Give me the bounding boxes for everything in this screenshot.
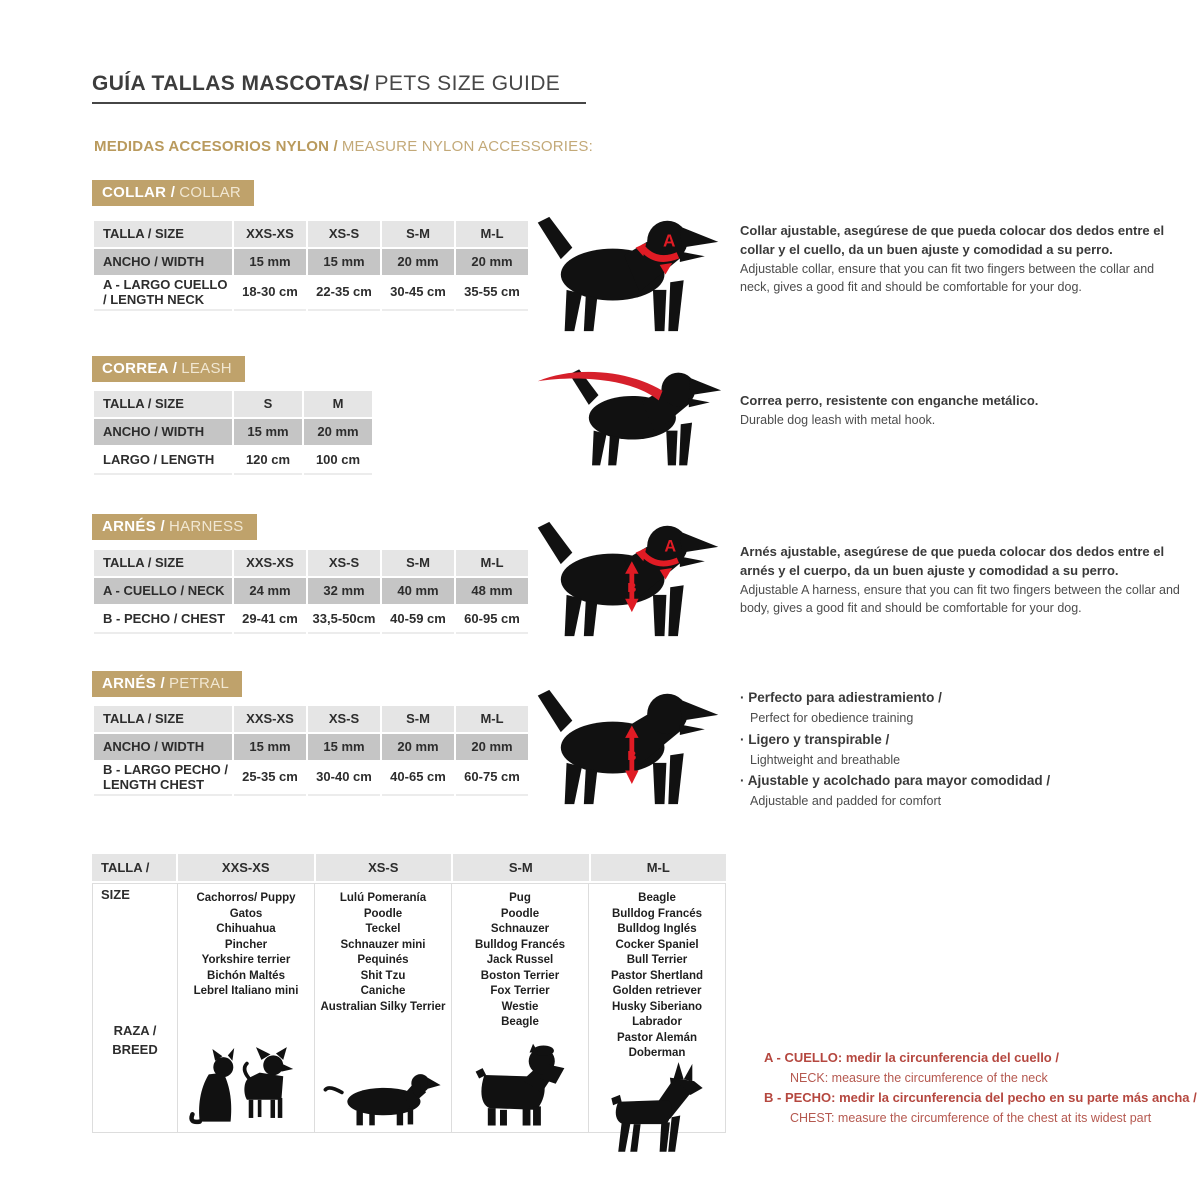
- harness-dog-illustration: [532, 520, 724, 640]
- size-table-cell: 20 mm: [382, 249, 454, 275]
- leash-size-table: [92, 389, 374, 477]
- size-table-header-cell: M-L: [456, 221, 528, 247]
- collar-marker-a: A: [663, 230, 676, 251]
- breed-item: Fox Terrier: [490, 985, 550, 997]
- breed-item: Pastor Shertland: [610, 969, 704, 982]
- breed-item: Golden retriever: [612, 985, 702, 997]
- harness-description: [740, 543, 1185, 618]
- breed-list-xxs-xs: [194, 891, 299, 1000]
- dachshund-icon: [323, 1065, 443, 1132]
- dog-leash-icon: [532, 362, 724, 482]
- size-table-header-cell: TALLA / SIZE: [94, 221, 232, 247]
- size-table-row-label: B - PECHO / CHEST: [94, 606, 232, 634]
- doberman-icon: [601, 1062, 713, 1160]
- breed-row-label: [112, 1021, 158, 1060]
- petral-size-table: [92, 704, 530, 798]
- breed-item: Westie: [501, 1000, 539, 1013]
- text-en: Adjustable and padded for comfort: [750, 794, 942, 809]
- leash-desc-es: Correa perro, resistente con enganche metálico.: [740, 393, 1039, 408]
- breed-item: Bull Terrier: [626, 954, 688, 966]
- breed-item: Beagle: [501, 1016, 539, 1028]
- leash-dog-illustration: [532, 362, 724, 482]
- breed-item: Pequinés: [357, 954, 409, 966]
- dog-harness-icon: [532, 520, 724, 640]
- breed-item: Doberman: [628, 1047, 686, 1059]
- breed-item: Cachorros/ Puppy: [196, 892, 296, 904]
- leash-description: [740, 392, 1185, 430]
- collar-desc-en: Adjustable collar, ensure that you can fit two fingers between the collar and neck, gives a good fit and should be comfortable for your dog.: [740, 261, 1155, 295]
- breed-header-size: TALLA / SIZE: [92, 854, 176, 881]
- harness-marker-a: A: [664, 537, 677, 556]
- breed-item: Labrador: [632, 1016, 682, 1028]
- raza-line: RAZA /: [113, 1022, 157, 1038]
- size-table-cell: 100 cm: [304, 447, 372, 475]
- breed-item: Shit Tzu: [360, 969, 406, 982]
- breed-list-xs-s: [320, 891, 445, 1015]
- petral-section-badge: [92, 671, 242, 697]
- breed-item: Chihuahua: [216, 923, 276, 935]
- breed-item: Lebrel Italiano mini: [193, 985, 299, 997]
- size-table: [92, 389, 374, 477]
- page-title: [92, 72, 586, 104]
- size-table-cell: 60-75 cm: [456, 762, 528, 796]
- text-pair: [740, 730, 1185, 770]
- harness-size-table: [92, 548, 530, 636]
- breed-item: Gatos: [229, 907, 263, 920]
- breed-header-xs-s: XS-S: [316, 854, 452, 881]
- size-table: [92, 704, 530, 798]
- size-table: [92, 548, 530, 636]
- size-table-row-label: B - LARGO PECHO / LENGTH CHEST: [94, 762, 232, 796]
- size-table-cell: 48 mm: [456, 578, 528, 604]
- breed-item: Boston Terrier: [480, 969, 560, 982]
- size-table-row-label: ANCHO / WIDTH: [94, 249, 232, 275]
- breed-item: Beagle: [638, 892, 676, 904]
- text-en: NECK: measure the circumference of the neck: [790, 1070, 1048, 1085]
- size-table-header-cell: XS-S: [308, 706, 380, 732]
- size-table-cell: 15 mm: [234, 249, 306, 275]
- size-table-header-cell: XXS-XS: [234, 550, 306, 576]
- text-es: · Ligero y transpirable /: [740, 730, 1185, 751]
- size-table-cell: 60-95 cm: [456, 606, 528, 634]
- text-es: A - CUELLO: medir la circunferencia del cuello /: [764, 1050, 1059, 1065]
- size-table-cell: 22-35 cm: [308, 277, 380, 311]
- breed-column-xxs-xs: [177, 884, 314, 1132]
- size-table-cell: 20 mm: [382, 734, 454, 760]
- breed-row-label-cell: [93, 884, 177, 1132]
- text-es: · Ajustable y acolchado para mayor comodidad /: [740, 771, 1185, 792]
- badge-label-en: HARNESS: [168, 518, 244, 535]
- cat-chihuahua-silhouette: [187, 1047, 305, 1129]
- breed-header-m-l: M-L: [591, 854, 727, 881]
- dachshund-silhouette: [323, 1065, 443, 1129]
- breed-item: Jack Russel: [486, 954, 554, 966]
- cat-and-chihuahua-icon: [187, 1047, 305, 1132]
- size-table-cell: 15 mm: [234, 419, 302, 445]
- page-subtitle: [94, 138, 593, 155]
- size-table-row-label: LARGO / LENGTH: [94, 447, 232, 475]
- collar-size-table: [92, 219, 530, 313]
- dog-petral-icon: [532, 688, 724, 808]
- size-table-header-cell: M-L: [456, 550, 528, 576]
- size-table-row-label: ANCHO / WIDTH: [94, 419, 232, 445]
- breed-item: Lulú Pomeranía: [339, 892, 427, 904]
- size-table-cell: 15 mm: [234, 734, 306, 760]
- text-es: B - PECHO: medir la circunferencia del pecho en su parte más ancha /: [764, 1090, 1197, 1106]
- text-pair: [740, 771, 1185, 811]
- breed-line: BREED: [112, 1042, 158, 1057]
- leash-section-badge: [92, 356, 245, 382]
- size-table-cell: 120 cm: [234, 447, 302, 475]
- harness-section-badge: [92, 514, 257, 540]
- breed-item: Pincher: [224, 938, 268, 951]
- size-table-row-label: A - CUELLO / NECK: [94, 578, 232, 604]
- size-table: [92, 219, 530, 313]
- dog-collar-icon: [532, 215, 724, 335]
- breed-item: Bichón Maltés: [207, 969, 285, 982]
- breed-item: Poodle: [363, 907, 403, 920]
- breed-header-s-m: S-M: [453, 854, 589, 881]
- doberman-silhouette: [601, 1062, 713, 1157]
- page-title-es: GUÍA TALLAS MASCOTAS/: [92, 72, 370, 95]
- size-table-cell: 25-35 cm: [234, 762, 306, 796]
- breed-list-s-m: [475, 891, 565, 1031]
- size-table-header-cell: XS-S: [308, 221, 380, 247]
- badge-label-en: LEASH: [181, 360, 232, 377]
- text-pair: [740, 688, 1185, 728]
- breed-item: Pastor Alemán: [616, 1031, 698, 1044]
- badge-label-en: PETRAL: [168, 675, 230, 692]
- text-en: Perfect for obedience training: [750, 710, 914, 725]
- size-table-cell: 40-65 cm: [382, 762, 454, 796]
- text-en: CHEST: measure the circumference of the chest at its widest part: [790, 1110, 1152, 1125]
- breed-item: Bulldog Inglés: [617, 923, 697, 935]
- petral-marker-b: B: [627, 749, 637, 763]
- badge-label-es: ARNÉS /: [102, 675, 165, 692]
- breed-item: Australian Silky Terrier: [320, 1000, 446, 1013]
- size-table-header-cell: XXS-XS: [234, 221, 306, 247]
- breed-header-xxs-xs: XXS-XS: [178, 854, 314, 881]
- size-table-cell: 20 mm: [456, 734, 528, 760]
- size-table-cell: 15 mm: [308, 734, 380, 760]
- size-table-cell: 30-45 cm: [382, 277, 454, 311]
- size-table-cell: 32 mm: [308, 578, 380, 604]
- page-subtitle-en: MEASURE NYLON ACCESSORIES:: [341, 138, 593, 155]
- breed-item: Caniche: [360, 985, 406, 997]
- size-table-cell: 40-59 cm: [382, 606, 454, 634]
- size-table-cell: 15 mm: [308, 249, 380, 275]
- size-table-cell: 18-30 cm: [234, 277, 306, 311]
- collar-description: [740, 222, 1185, 297]
- breed-size-table: [92, 854, 726, 1133]
- collar-dog-illustration: [532, 215, 724, 335]
- size-table-row-label: ANCHO / WIDTH: [94, 734, 232, 760]
- size-table-header-cell: S-M: [382, 221, 454, 247]
- size-table-cell: 40 mm: [382, 578, 454, 604]
- size-table-header-cell: M-L: [456, 706, 528, 732]
- size-table-cell: 35-55 cm: [456, 277, 528, 311]
- breed-item: Bulldog Francés: [474, 938, 566, 951]
- size-table-header-cell: S-M: [382, 706, 454, 732]
- size-table-cell: 30-40 cm: [308, 762, 380, 796]
- breed-item: Bulldog Francés: [611, 907, 703, 920]
- size-table-header-cell: TALLA / SIZE: [94, 550, 232, 576]
- measuring-notes: [764, 1048, 1200, 1128]
- size-table-cell: 33,5-50cm: [308, 606, 380, 634]
- size-table-header-cell: XS-S: [308, 550, 380, 576]
- text-pair: [764, 1088, 1200, 1128]
- size-table-header-cell: XXS-XS: [234, 706, 306, 732]
- breed-column-m-l: [588, 884, 725, 1132]
- page-title-en: PETS SIZE GUIDE: [374, 72, 561, 95]
- size-table-header-cell: TALLA / SIZE: [94, 706, 232, 732]
- breed-item: Schnauzer mini: [340, 938, 426, 951]
- petral-feature-list: [740, 688, 1185, 813]
- size-table-header-cell: TALLA / SIZE: [94, 391, 232, 417]
- badge-label-es: COLLAR /: [102, 184, 176, 201]
- breed-list-m-l: [611, 891, 703, 1062]
- breed-table-body: [92, 883, 726, 1133]
- size-table-cell: 20 mm: [304, 419, 372, 445]
- collar-section-badge: [92, 180, 254, 206]
- leash-desc-en: Durable dog leash with metal hook.: [740, 412, 936, 427]
- badge-label-es: ARNÉS /: [102, 518, 165, 535]
- size-table-header-cell: S-M: [382, 550, 454, 576]
- size-table-cell: 20 mm: [456, 249, 528, 275]
- breed-column-s-m: [451, 884, 588, 1132]
- breed-item: Pug: [509, 892, 531, 904]
- badge-label-es: CORREA /: [102, 360, 178, 377]
- petral-dog-illustration: [532, 688, 724, 808]
- size-table-cell: 29-41 cm: [234, 606, 306, 634]
- breed-item: Husky Siberiano: [611, 1000, 703, 1013]
- page-subtitle-es: MEDIDAS ACCESORIOS NYLON /: [94, 138, 338, 155]
- collar-desc-es: Collar ajustable, asegúrese de que pueda colocar dos dedos entre el collar y el cuello, da un buen ajuste y comodidad a su perro.: [740, 223, 1165, 257]
- harness-desc-es: Arnés ajustable, asegúrese de que pueda colocar dos dedos entre el arnés y el cuerpo, da un buen ajuste y comodidad a su perro.: [740, 544, 1165, 578]
- breed-item: Teckel: [365, 923, 401, 935]
- size-table-cell: 24 mm: [234, 578, 306, 604]
- breed-item: Cocker Spaniel: [615, 938, 699, 951]
- breed-item: Poodle: [500, 907, 540, 920]
- harness-marker-b: B: [627, 581, 637, 595]
- text-en: Lightweight and breathable: [750, 752, 901, 767]
- size-table-header-cell: S: [234, 391, 302, 417]
- breed-column-xs-s: [314, 884, 451, 1132]
- text-pair: [764, 1048, 1200, 1088]
- schnauzer-silhouette: [472, 1042, 568, 1129]
- text-es: · Perfecto para adiestramiento /: [740, 688, 1185, 709]
- harness-desc-en: Adjustable A harness, ensure that you can fit two fingers between the collar and body, gives a good fit and should be comfortable for your dog.: [740, 582, 1180, 616]
- size-table-row-label: A - LARGO CUELLO / LENGTH NECK: [94, 277, 232, 311]
- breed-item: Schnauzer: [490, 923, 550, 935]
- size-table-header-cell: M: [304, 391, 372, 417]
- breed-item: Yorkshire terrier: [201, 954, 291, 966]
- badge-label-en: COLLAR: [179, 184, 242, 201]
- schnauzer-icon: [472, 1042, 568, 1132]
